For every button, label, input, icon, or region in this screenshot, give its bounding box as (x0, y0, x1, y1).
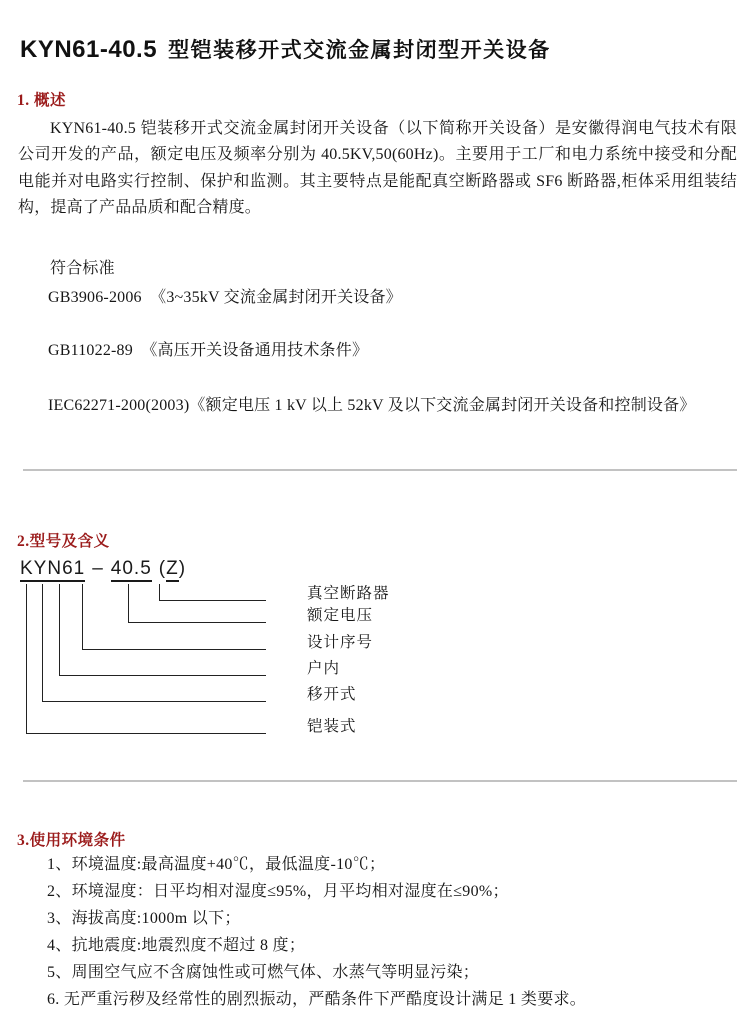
model-breaker-code: Z (166, 558, 179, 582)
model-connector-line (26, 584, 266, 734)
environment-conditions-list (47, 851, 739, 1013)
section-divider (23, 469, 737, 471)
model-meaning-label: 户内 (307, 660, 341, 677)
model-designation (20, 558, 186, 580)
list-item: 1、环境温度:最高温度+40℃，最低温度-10℃； (47, 856, 386, 873)
model-meaning-label: 设计序号 (307, 634, 374, 651)
section-divider (23, 780, 737, 782)
model-meaning-label: 铠装式 (307, 718, 357, 735)
title-model-code: KYN61-40.5 (20, 36, 158, 63)
title-description: 型铠装移开式交流金属封闭型开关设备 (168, 39, 551, 62)
model-family: KYN61 (20, 558, 85, 582)
model-meaning-label: 真空断路器 (307, 585, 390, 602)
list-item: 2、环境湿度：日平均相对湿度≤95%，月平均相对湿度在≤90%； (47, 883, 509, 900)
standard-item: GB11022-89 《高压开关设备通用技术条件》 (48, 342, 369, 359)
list-item: 3、海拔高度:1000m 以下； (47, 910, 241, 927)
overview-paragraph: KYN61-40.5 铠装移开式交流金属封闭开关设备（以下简称开关设备）是安徽得润电气技术有限公司开发的产品，额定电压及频率分别为 40.5KV,50(60Hz)。主要用于工厂和电力系统中接受和分配电能并对电路实行控制、保护和监测。其主要特点是能配真空断路器或 SF6 断路器,柜体采用组装结构，提高了产品品质和配合精度。 (18, 120, 737, 216)
list-item: 6. 无严重污秽及经常性的剧烈振动，严酷条件下严酷度设计满足 1 类要求。 (47, 991, 587, 1008)
model-meaning-label: 额定电压 (307, 607, 374, 624)
model-paren-open: ( (158, 558, 167, 579)
section3-heading: 3.使用环境条件 (17, 832, 126, 849)
list-item: 4、抗地震度:地震烈度不超过 8 度； (47, 937, 306, 954)
model-meaning-label: 移开式 (307, 686, 357, 703)
page-title (20, 28, 551, 65)
list-item: 5、周围空气应不含腐蚀性或可燃气体、水蒸气等明显污染； (47, 964, 480, 981)
standard-item: IEC62271-200(2003)《额定电压 1 kV 以上 52kV 及以下交流金属封闭开关设备和控制设备》 (48, 397, 696, 414)
model-dash: – (92, 558, 104, 579)
model-voltage: 40.5 (111, 558, 152, 582)
standards-label: 符合标准 (50, 260, 115, 277)
section1-heading: 1. 概述 (17, 92, 67, 109)
model-paren-close: ) (178, 558, 187, 579)
standard-item: GB3906-2006 《3~35kV 交流金属封闭开关设备》 (48, 289, 402, 306)
section2-heading: 2.型号及含义 (17, 533, 110, 550)
